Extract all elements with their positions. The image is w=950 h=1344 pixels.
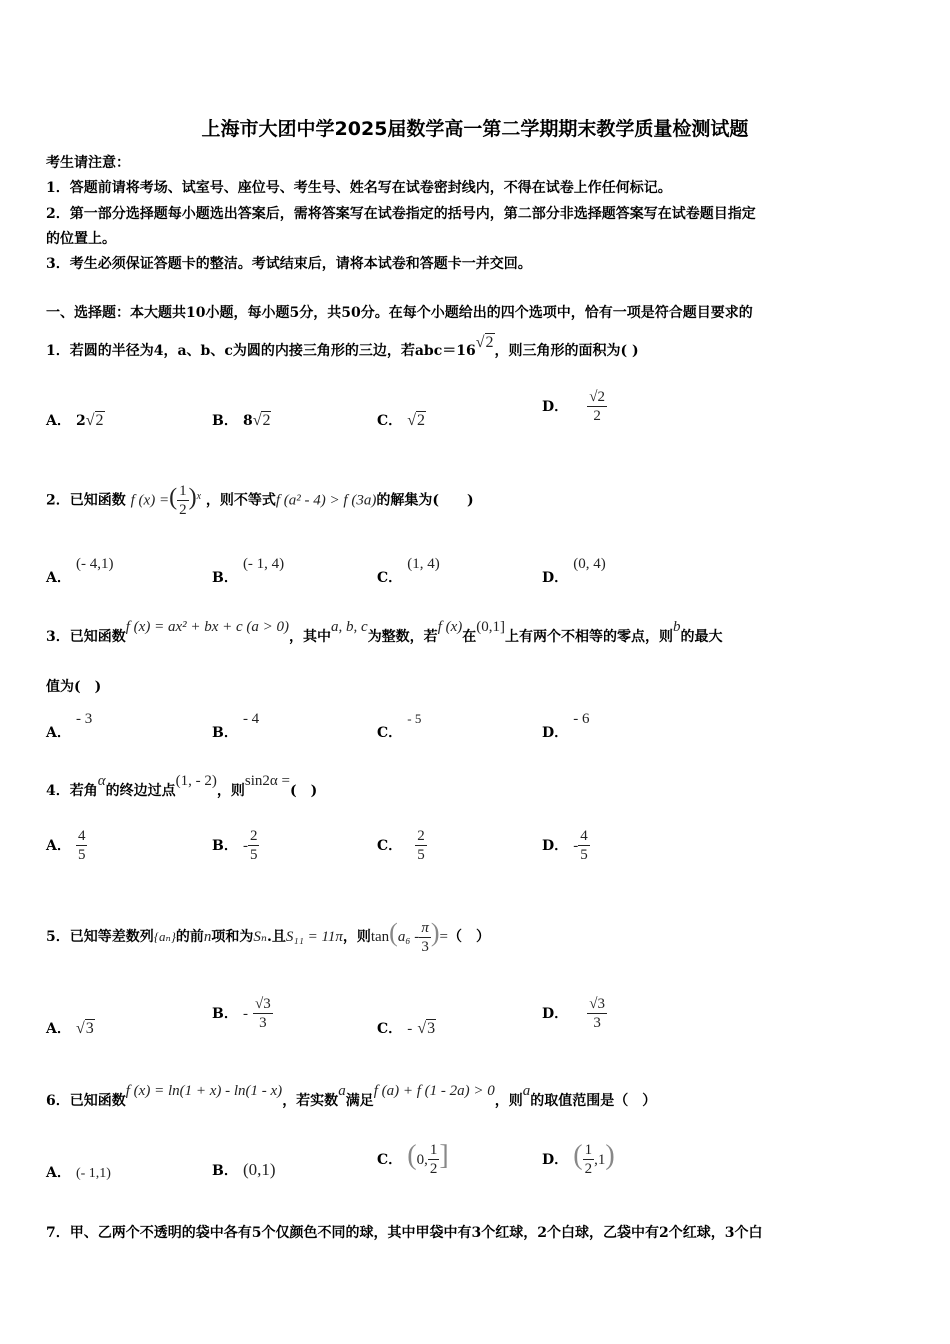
q3-option-b — [212, 708, 260, 741]
option-label: A． — [46, 838, 71, 854]
question-4-expr: sin2α = — [244, 773, 290, 789]
notice-item-2: 2．第一部分选择题每小题选出答案后，需将答案写在试卷指定的括号内，第二部分非选择题答案写在试卷题目指定 — [46, 206, 756, 222]
question-2-mid: ，则不等式 — [205, 492, 276, 509]
question-6-func: f (x) = ln(1 + x) - ln(1 - x) — [125, 1083, 283, 1099]
q1-d-frac: $\frac{√2}{2}$ — [589, 389, 605, 424]
q3-option-c — [377, 708, 422, 741]
question-3-func: f (x) = ax² + bx + c (a > 0) — [125, 619, 290, 635]
question-5-sn: Sₙ — [253, 929, 268, 945]
notice-heading: 考生请注意： — [46, 155, 130, 171]
q5-a-sqrt: √3 — [75, 1020, 94, 1037]
question-4-point: (1, - 2) — [175, 773, 217, 789]
question-3-fx: f (x) — [437, 619, 463, 635]
q3-d-value: - 6 — [573, 711, 590, 727]
question-2-tail: 的解集为( ) — [376, 492, 474, 509]
question-6-a: a — [338, 1083, 346, 1099]
question-3-mid3: 在 — [462, 629, 477, 645]
option-label: C． — [377, 1021, 403, 1037]
q5-option-a — [46, 1018, 95, 1038]
question-3 — [46, 616, 723, 645]
question-5-tan: tan — [370, 929, 390, 945]
q1-option-b — [212, 410, 271, 430]
q4-option-c — [377, 827, 427, 864]
q6-c-frac: $\frac{1}{2}$ — [429, 1142, 438, 1177]
q4-option-a — [46, 827, 87, 864]
option-label: A． — [46, 1165, 71, 1181]
q2-option-d — [542, 553, 606, 586]
option-label: D． — [542, 1152, 569, 1168]
option-label: A． — [46, 413, 71, 429]
question-5-seq: {aₙ} — [153, 929, 176, 944]
q2-c-value: (1, 4) — [407, 556, 440, 572]
q1-b-coef: 8 — [242, 413, 253, 429]
q1-a-sqrt: √2 — [85, 412, 104, 429]
question-7: 7．甲、乙两个不透明的袋中各有5个仅颜色不同的球，其中甲袋中有3个红球，2个白球，乙袋中有2个红球，3个白 — [46, 1225, 763, 1241]
q6-option-a — [46, 1162, 111, 1182]
option-label: C． — [377, 725, 403, 741]
option-label: B． — [212, 1006, 238, 1022]
q6-option-d: D． ( $\frac{1}{2}$ ,1) — [542, 1140, 615, 1177]
option-label: D． — [542, 838, 569, 854]
q4-d-frac: $\frac{4}{5}$ — [580, 828, 588, 863]
q1-b-sqrt: √2 — [252, 412, 271, 429]
option-label: B． — [212, 1163, 238, 1179]
question-6-a2: a — [522, 1083, 531, 1099]
question-3-b: b — [673, 619, 681, 635]
q1-option-d — [542, 388, 607, 425]
question-1 — [46, 334, 639, 360]
q6-a-value: (- 1,1) — [75, 1166, 111, 1181]
q6-d-frac: $\frac{1}{2}$ — [584, 1142, 593, 1177]
q1-option-c — [377, 410, 426, 430]
question-5-tail: （ ） — [447, 929, 490, 945]
option-label: A． — [46, 725, 71, 741]
question-2-ineq: f (a² - 4) > f (3a) — [275, 492, 377, 509]
option-label: B． — [212, 725, 238, 741]
section-heading: 一、选择题：本大题共10小题，每小题5分，共50分。在每个小题给出的四个选项中，恰有一项是符合题目要求的 — [46, 305, 753, 321]
question-3-pre: 3．已知函数 — [46, 629, 126, 645]
q6-option-b — [212, 1160, 276, 1180]
q4-b-frac: $\frac{2}{5}$ — [249, 828, 258, 863]
q6-b-value: (0,1) — [242, 1160, 276, 1179]
q4-option-d: D． - $\frac{4}{5}$ — [542, 828, 588, 863]
question-1-text: 1．若圆的半径为4，a、b、c为圆的内接三角形的三边，若abc＝16 — [46, 343, 476, 359]
q3-b-value: - 4 — [242, 711, 260, 727]
question-5: 5．已知等差数列{aₙ}的前n项和为Sₙ.且S₁₁ = 11π，则tan(a₆ - $\frac{\pi}{3}$ )=（ ） — [46, 918, 490, 955]
option-label: B． — [212, 838, 238, 854]
q5-b-frac: $\frac{√3}{3}$ — [255, 996, 271, 1031]
q4-a-frac: $\frac{4}{5}$ — [77, 828, 86, 863]
q2-a-value: (- 4,1) — [75, 556, 114, 572]
q5-c-sqrt: √3 — [417, 1020, 436, 1037]
question-4 — [46, 770, 318, 799]
question-3-mid2: 为整数，若 — [367, 629, 438, 645]
question-4-mid1: 的终边过点 — [105, 783, 176, 799]
question-6-mid1: ，若实数 — [282, 1093, 339, 1109]
q2-option-b — [212, 553, 285, 586]
question-5-mid2: 项和为 — [211, 929, 254, 945]
question-6-pre: 6．已知函数 — [46, 1093, 126, 1109]
question-2-pre: 2．已知函数 — [46, 492, 126, 509]
question-4-pre: 4．若角 — [46, 783, 98, 799]
notice-item-3: 3．考生必须保证答题卡的整洁。考试结束后，请将本试卷和答题卡一并交回。 — [46, 256, 532, 272]
option-label: C． — [377, 413, 403, 429]
q1-option-a — [46, 410, 105, 430]
question-6 — [46, 1080, 657, 1109]
option-label: B． — [212, 413, 238, 429]
question-6-mid3: ，则 — [494, 1093, 523, 1109]
q4-c-frac: $\frac{2}{5}$ — [417, 828, 425, 863]
option-label: C． — [377, 1152, 403, 1168]
option-label: A． — [46, 1021, 71, 1037]
question-6-tail: 的取值范围是（ ） — [530, 1093, 657, 1109]
q6-c-pre: 0, — [416, 1152, 428, 1168]
question-5-a6: a₆ - — [397, 929, 420, 945]
question-3-mid1: ，其中 — [289, 629, 332, 645]
option-label: A． — [46, 570, 71, 586]
option-label: C． — [377, 570, 403, 586]
question-6-mid2: 满足 — [345, 1093, 374, 1109]
question-6-cond: f (a) + f (1 - 2a) > 0 — [373, 1083, 495, 1099]
option-label: D． — [542, 399, 569, 415]
question-5-eq: = — [439, 929, 448, 945]
page-title: 上海市大团中学2025届数学高一第二学期期末教学质量检测试题 — [201, 118, 749, 140]
question-1-tail: ，则三角形的面积为( ) — [494, 343, 639, 359]
option-label: B． — [212, 570, 238, 586]
q3-a-value: - 3 — [75, 711, 93, 727]
q1-c-sqrt: √2 — [407, 412, 426, 429]
question-4-tail: ( ) — [289, 783, 318, 799]
question-3-mid4: 上有两个不相等的零点，则 — [505, 629, 674, 645]
option-label: D． — [542, 725, 569, 741]
question-3-interval: (0,1] — [476, 619, 506, 635]
question-5-pre: 5．已知等差数列 — [46, 929, 154, 945]
question-3-line2: 值为( ) — [46, 679, 102, 695]
q3-c-value: - 5 — [407, 711, 422, 726]
q1-a-coef: 2 — [75, 413, 86, 429]
q2-b-value: (- 1, 4) — [242, 556, 285, 572]
question-5-mid3: .且 — [267, 929, 286, 945]
question-3-vars: a, b, c — [331, 619, 368, 635]
q3-option-a — [46, 708, 93, 741]
notice-item-1: 1．答题前请将考场、试室号、座位号、考生号、姓名写在试卷密封线内，不得在试卷上作任何标记。 — [46, 180, 672, 196]
option-label: D． — [542, 570, 569, 586]
question-2-func: f (x) = — [130, 492, 170, 509]
option-label: C． — [377, 838, 403, 854]
notice-item-2-cont: 的位置上。 — [46, 231, 116, 247]
question-5-s11: S₁₁ = 11π — [285, 929, 343, 945]
q5-d-frac: $\frac{√3}{3}$ — [589, 996, 605, 1031]
q3-option-d — [542, 708, 590, 741]
question-4-alpha: α — [97, 773, 106, 789]
question-5-n: n — [203, 929, 212, 945]
question-2-exp: x — [196, 490, 202, 502]
question-5-frac: $\frac{\pi}{3}$ — [421, 919, 429, 955]
q5-option-c: C． - √3 — [377, 1020, 436, 1037]
question-5-mid1: 的前 — [175, 929, 204, 945]
question-2: 2．已知函数 f (x) =( $\frac{1}{2}$ )$^x$ ，则不等式f (a² - 4) > f (3a)的解集为( ) — [46, 483, 474, 518]
q6-option-c: C． (0, $\frac{1}{2}$ ] — [377, 1140, 449, 1177]
question-1-radical: √2 — [475, 334, 494, 351]
q2-d-value: (0, 4) — [573, 556, 606, 572]
q2-option-c — [377, 553, 440, 586]
q4-option-b: B． - $\frac{2}{5}$ — [212, 828, 258, 863]
question-3-mid5: 的最大 — [680, 629, 723, 645]
q2-option-a — [46, 553, 114, 586]
q5-option-b: B． - $\frac{√3}{3}$ — [212, 996, 271, 1031]
question-4-mid2: ，则 — [216, 783, 245, 799]
question-2-base: $\frac{1}{2}$ — [179, 483, 187, 518]
q5-option-d — [542, 995, 607, 1032]
option-label: D． — [542, 1006, 569, 1022]
q6-d-post: ,1 — [594, 1152, 606, 1168]
question-5-mid4: ，则 — [342, 929, 371, 945]
